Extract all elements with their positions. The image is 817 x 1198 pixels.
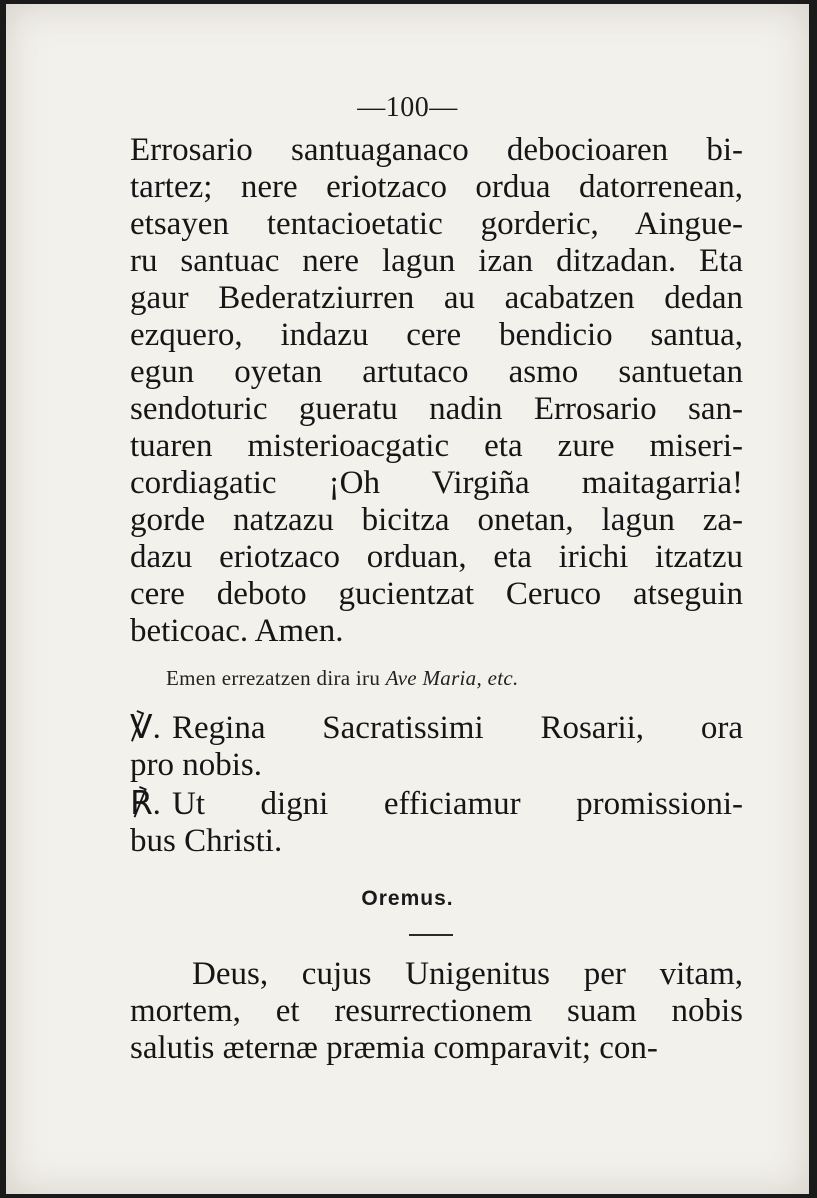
paragraph-line: ezquero, indazu cere bendicio santua, (130, 317, 743, 353)
paragraph-line: tartez; nere eriotzaco ordua datorrenean, (130, 169, 743, 205)
response (130, 786, 743, 860)
versicle-text: Regina Sacratissimi Rosarii, ora (172, 710, 743, 746)
versicle (130, 710, 743, 784)
paragraph-line: beticoac. Amen. (130, 613, 344, 649)
versicle-line (130, 710, 743, 747)
collect-prayer (130, 956, 743, 1067)
paragraph-line: cere deboto gucientzat Ceruco atseguin (130, 576, 743, 612)
paragraph-line: cordiagatic ¡Oh Virgiña maitagarria! (130, 465, 743, 501)
prayer-line: Deus, cujus Unigenitus per vitam, (192, 956, 743, 992)
versicle-symbol: ℣. (130, 710, 161, 746)
prayer-paragraph (130, 132, 743, 650)
paragraph-line: ru santuac nere lagun izan ditzadan. Eta (130, 243, 743, 279)
paragraph-line: tuaren misterioacgatic eta zure miseri- (130, 428, 743, 464)
rubric-text: Emen errezatzen dira iru (166, 666, 386, 690)
paragraph-line: sendoturic gueratu nadin Errosario san- (130, 391, 743, 427)
paragraph-line: egun oyetan artutaco asmo santuetan (130, 354, 743, 390)
prayer-line: salutis æternæ præmia comparavit; con- (130, 1030, 658, 1066)
book-page (6, 4, 809, 1194)
response-text: Ut digni efficiamur promissioni- (172, 786, 743, 822)
paragraph-line: Errosario santuaganaco debocioaren bi- (130, 132, 743, 168)
response-line: bus Christi. (130, 823, 283, 859)
paragraph-line: etsayen tentacioetatic gorderic, Aingue- (130, 206, 743, 242)
rubric-italic: Ave Maria, etc. (385, 666, 519, 690)
rubric-instruction (166, 666, 519, 691)
heading-rule (409, 934, 453, 936)
paragraph-line: gorde natzazu bicitza onetan, lagun za- (130, 502, 743, 538)
response-line (130, 786, 743, 823)
prayer-line: mortem, et resurrectionem suam nobis (130, 993, 743, 1029)
response-symbol: ℟. (130, 786, 161, 822)
paragraph-line: dazu eriotzaco orduan, eta irichi itzatzu (130, 539, 743, 575)
section-heading: Oremus. (361, 887, 454, 910)
versicle-line: pro nobis. (130, 747, 262, 783)
page-number: —100— (357, 92, 458, 123)
paragraph-line: gaur Bederatziurren au acabatzen dedan (130, 280, 743, 316)
